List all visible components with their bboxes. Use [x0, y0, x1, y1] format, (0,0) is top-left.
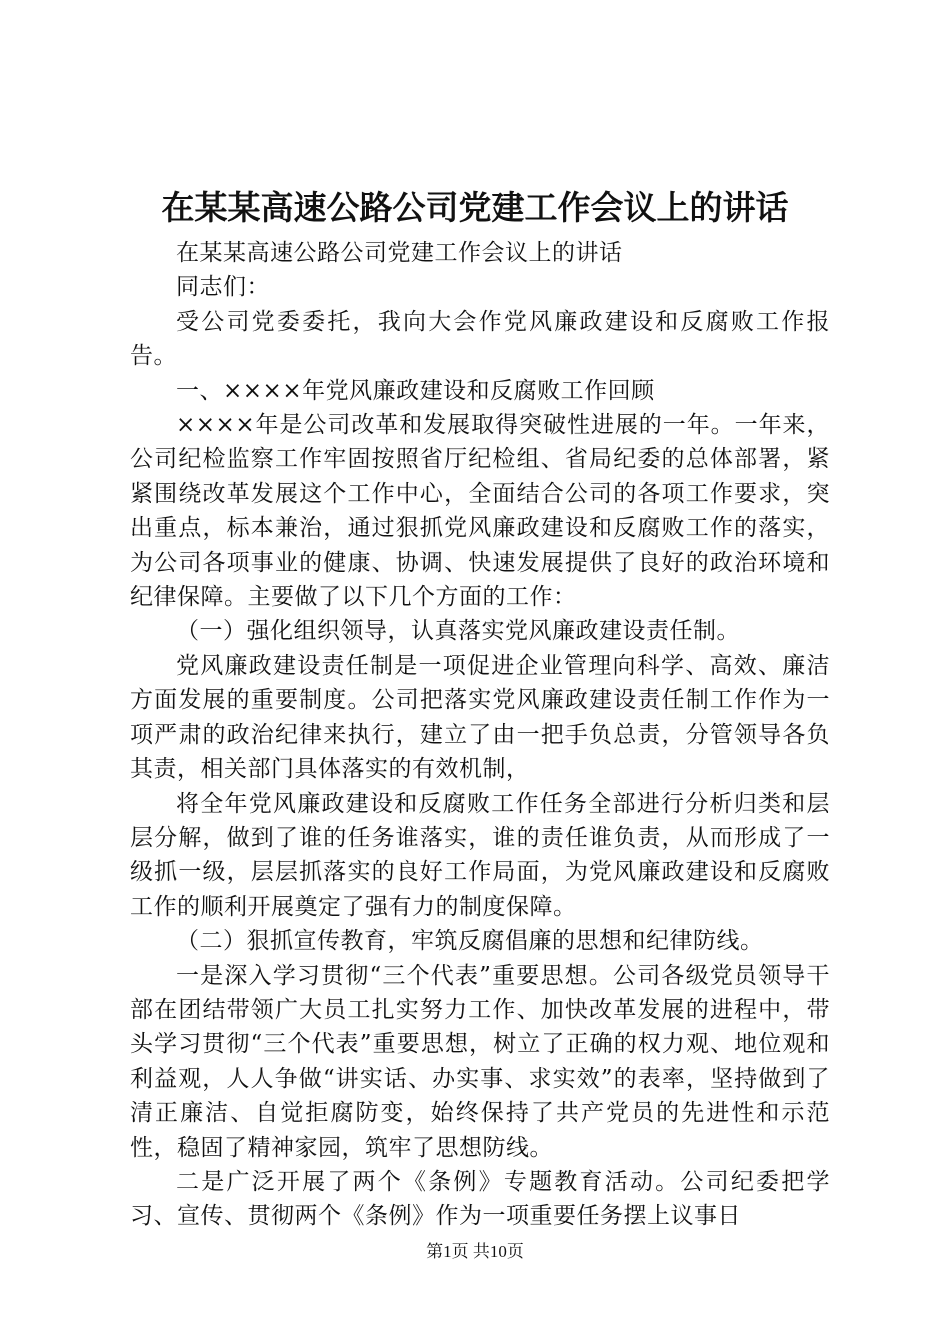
subtitle-paragraph: 在某某高速公路公司党建工作会议上的讲话 [176, 240, 623, 266]
body-paragraph: 受公司党委委托，我向大会作党风廉政建设和反腐败工作报告。 [130, 308, 830, 370]
body-paragraph: 党风廉政建设责任制是一项促进企业管理向科学、高效、廉洁方面发展的重要制度。公司把落实党风廉政建设责任制工作作为一项严肃的政治纪律来执行，建立了由一把手负总责，分管领导各负其责，相关部门具体落实的有效机制， [130, 652, 830, 783]
subsection-heading: （二）狠抓宣传教育，牢筑反腐倡廉的思想和纪律防线。 [176, 928, 764, 955]
section-heading: 一、××××年党风廉政建设和反腐败工作回顾 [176, 377, 655, 404]
body-paragraph: 一是深入学习贯彻“三个代表”重要思想。公司各级党员领导干部在团结带领广大员工扎实努力工作、加快改革发展的进程中，带头学习贯彻“三个代表”重要思想，树立了正确的权力观、地位观和利益观，人人争做“讲实话、办实事、求实效”的表率，坚持做到了清正廉洁、自觉拒腐防变，始终保持了共产党员的先进性和示范性，稳固了精神家园，筑牢了思想防线。 [130, 962, 830, 1161]
body-paragraph: 二是广泛开展了两个《条例》专题教育活动。公司纪委把学习、宣传、贯彻两个《条例》作为一项重要任务摆上议事日 [130, 1168, 830, 1230]
body-paragraph: 将全年党风廉政建设和反腐败工作任务全部进行分析归类和层层分解，做到了谁的任务谁落实，谁的责任谁负责，从而形成了一级抓一级，层层抓落实的良好工作局面，为党风廉政建设和反腐败工作的顺利开展奠定了强有力的制度保障。 [130, 790, 830, 920]
salutation-paragraph: 同志们： [176, 274, 270, 301]
document-title: 在某某高速公路公司党建工作会议上的讲话 [161, 188, 789, 227]
subsection-heading: （一）强化组织领导，认真落实党风廉政建设责任制。 [176, 618, 740, 645]
page-number-footer: 第1页 共10页 [426, 1242, 524, 1261]
body-paragraph: ××××年是公司改革和发展取得突破性进展的一年。一年来，公司纪检监察工作牢固按照省厅纪检组、省局纪委的总体部署，紧紧围绕改革发展这个工作中心，全面结合公司的各项工作要求，突出重点，标本兼治，通过狠抓党风廉政建设和反腐败工作的落实，为公司各项事业的健康、协调、快速发展提供了良好的政治环境和纪律保障。主要做了以下几个方面的工作： [130, 412, 830, 611]
document-body [130, 236, 830, 1234]
